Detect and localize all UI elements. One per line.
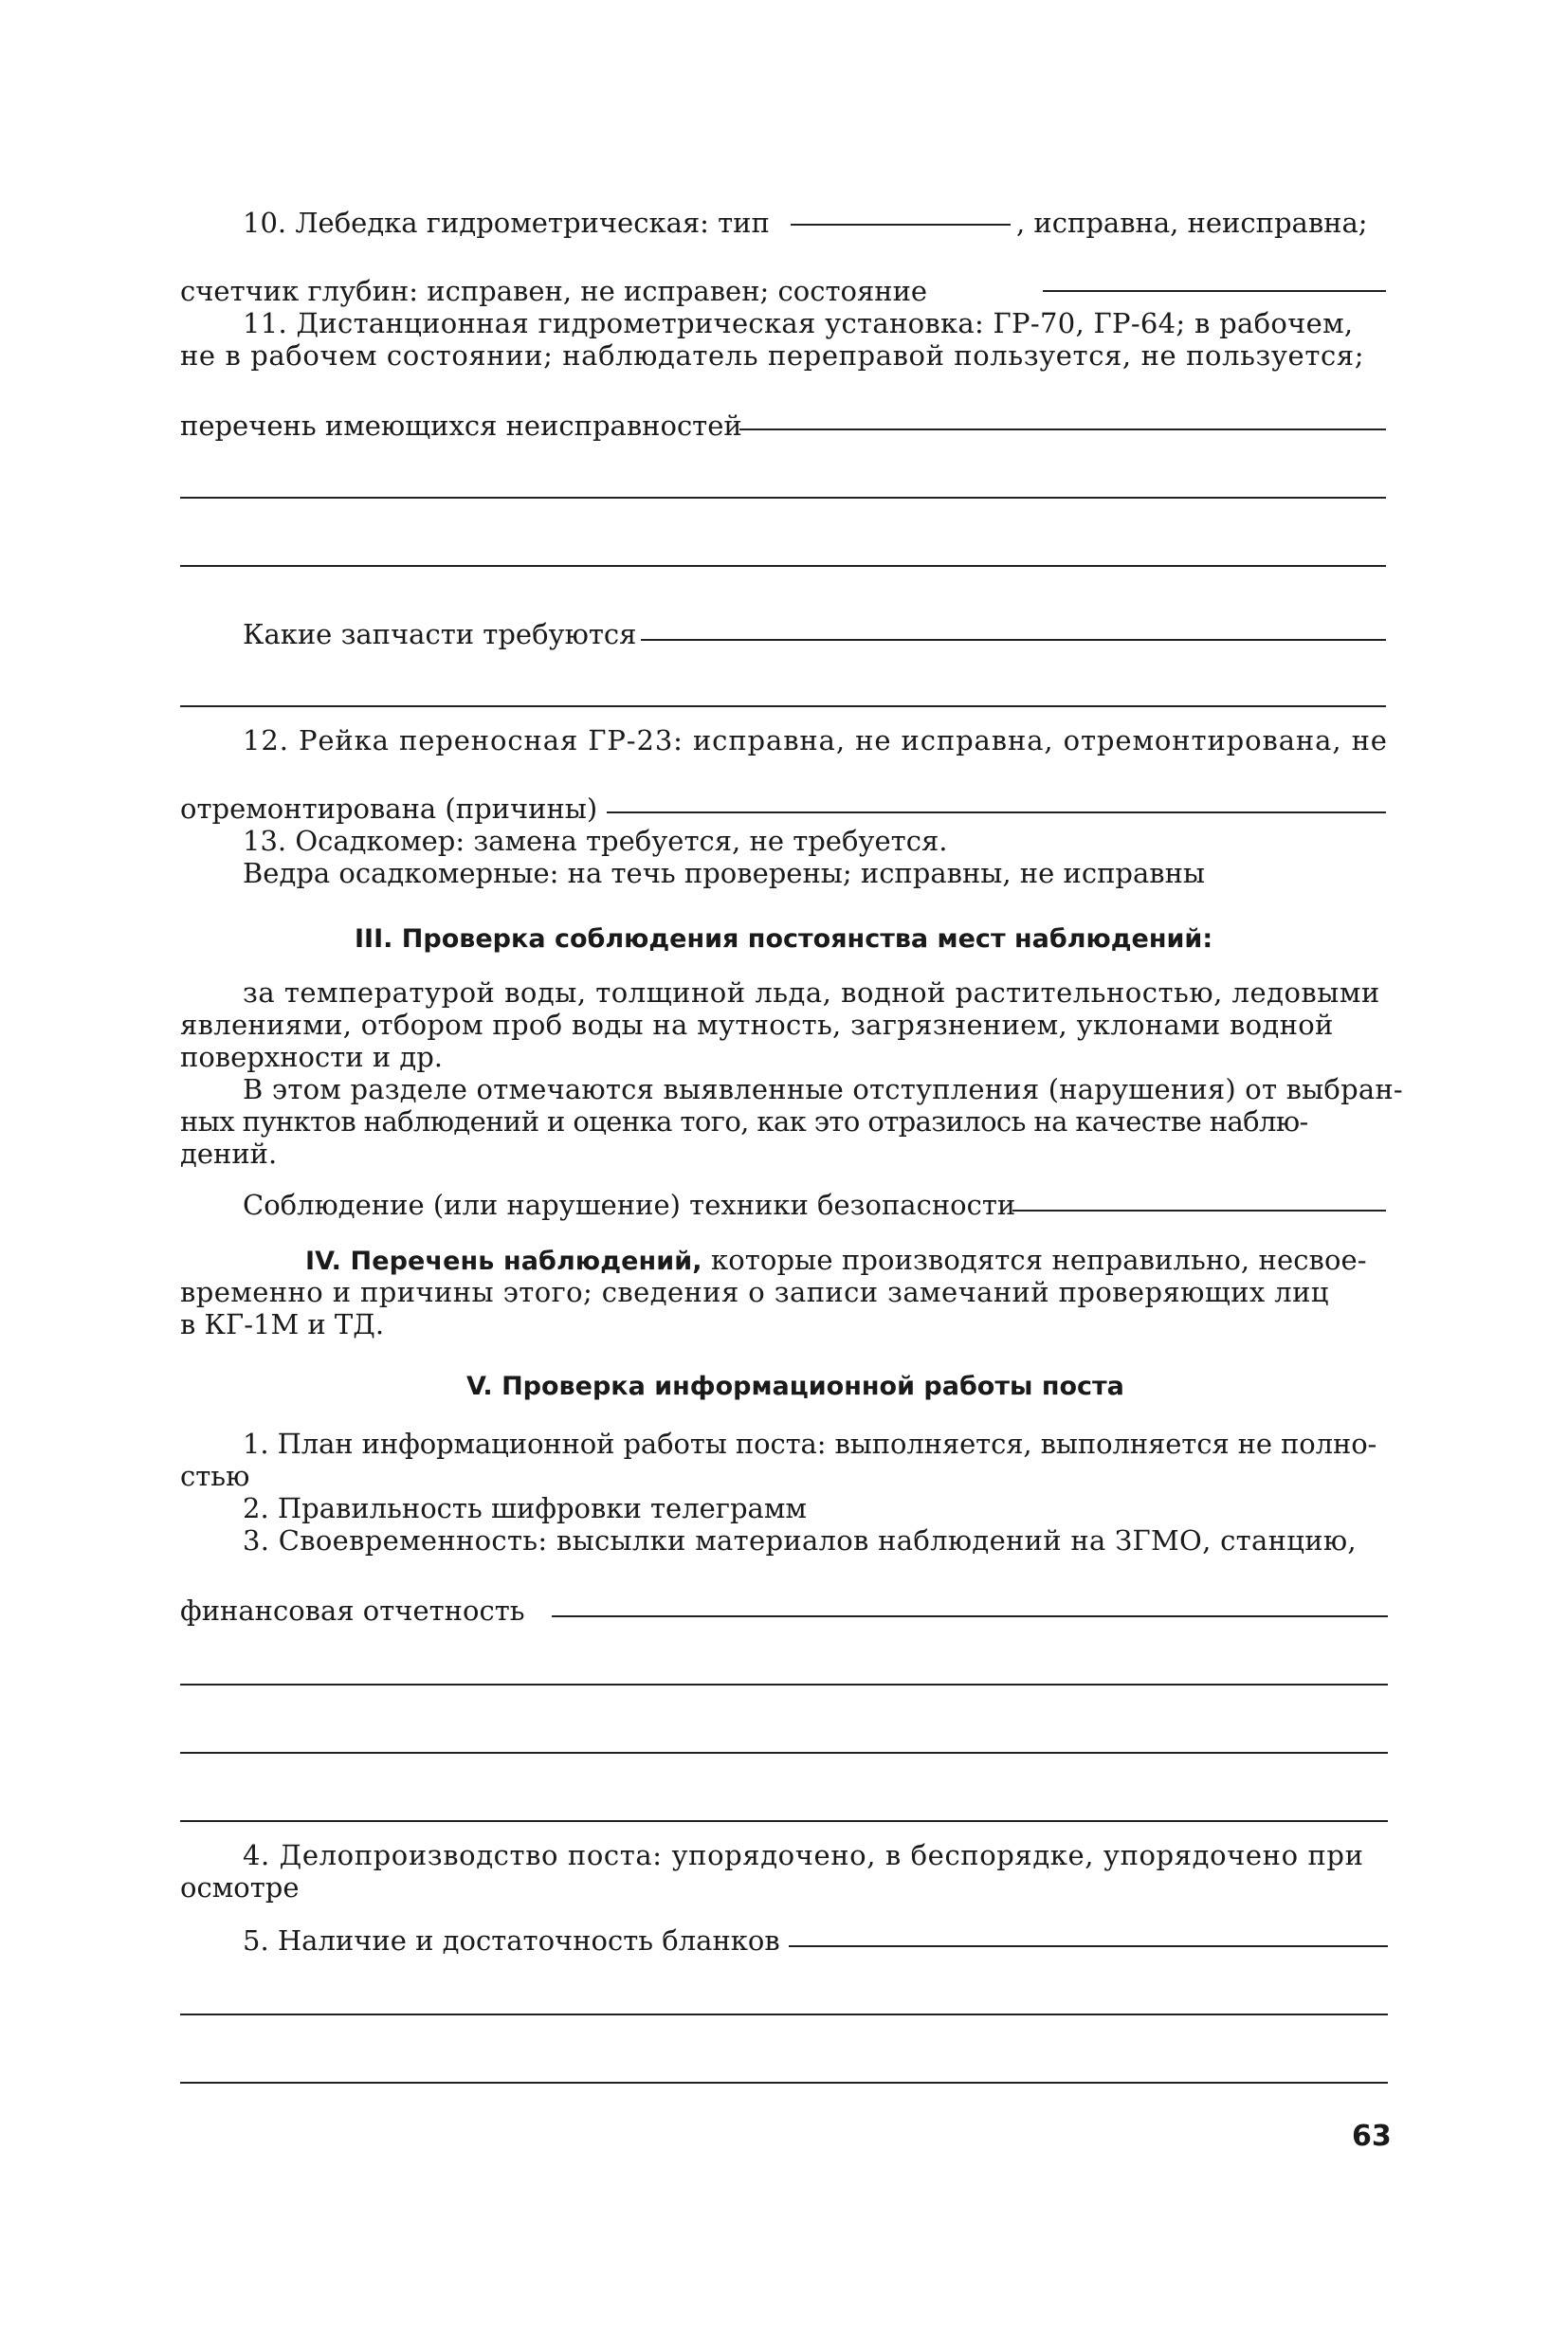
blank-line [641, 639, 1386, 641]
blank-line [552, 1615, 1388, 1617]
item11-line2: не в рабочем состоянии; наблюдатель переправой пользуется, не пользуется; [180, 339, 1365, 372]
s5-item2: 2. Правильность шифровки телеграмм [243, 1492, 807, 1524]
section-iv-rest: которые производятся неправильно, несвое- [711, 1244, 1367, 1276]
s3-p2-line2: ных пунктов наблюдений и оценка того, как это отразилось на качестве наблю- [180, 1105, 1308, 1138]
blank-line [1012, 1210, 1386, 1212]
section-v-heading: V. Проверка информационной работы поста [466, 1372, 1124, 1401]
section-iv-line2: временно и причины этого; сведения о записи замечаний проверяющих лиц [180, 1276, 1329, 1308]
s3-p1-line1: за температурой воды, толщиной льда, водной растительностью, ледовыми [243, 976, 1380, 1009]
blank-line [180, 497, 1386, 499]
blank-line [180, 565, 1386, 567]
spares-label: Какие запчасти требуются [243, 618, 637, 650]
section-iv-lead: IV. Перечень наблюдений, [305, 1247, 702, 1276]
s5-item1-line1: 1. План информационной работы поста: выполняется, выполняется не полно- [243, 1428, 1377, 1460]
s3-p1-line2: явлениями, отбором проб воды на мутность, загрязнением, уклонами водной [180, 1009, 1334, 1041]
s5-item4-line2: осмотре [180, 1871, 300, 1904]
item13: 13. Осадкомер: замена требуется, не требуется. [243, 825, 948, 857]
s3-p2-line3: дений. [180, 1138, 278, 1170]
item12-line2: отремонтирована (причины) [180, 793, 598, 825]
blank-line [180, 705, 1386, 707]
blank-line [607, 811, 1386, 813]
blank-line [1043, 290, 1386, 292]
blank-line [180, 1820, 1388, 1822]
section-iii-heading: III. Проверка соблюдения постоянства мест наблюдений: [355, 924, 1213, 954]
blank-line [739, 428, 1386, 430]
blank-line [180, 1752, 1388, 1754]
safety-label: Соблюдение (или нарушение) техники безопасности [243, 1189, 1016, 1221]
blank-line [789, 1945, 1388, 1947]
section-iv-line3: в КГ-1М и ТД. [180, 1308, 385, 1340]
s5-item3-line1: 3. Своевременность: высылки материалов наблюдений на ЗГМО, станцию, [243, 1524, 1357, 1557]
s5-item3-line2: финансовая отчетность [180, 1595, 525, 1627]
item10-prefix: 10. Лебедка гидрометрическая: тип [243, 207, 770, 239]
s3-p2-line1: В этом разделе отмечаются выявленные отступления (нарушения) от выбран- [243, 1073, 1403, 1105]
s5-item4-line1: 4. Делопроизводство поста: упорядочено, в беспорядке, упорядочено при [243, 1839, 1364, 1871]
blank-line [180, 2082, 1388, 2084]
item12-line1: 12. Рейка переносная ГР-23: исправна, не исправна, отремонтирована, не [243, 724, 1388, 756]
blank-line [180, 2014, 1388, 2015]
item10-suffix: , исправна, неисправна; [1016, 207, 1368, 239]
item11-line1: 11. Дистанционная гидрометрическая установка: ГР-70, ГР-64; в рабочем, [243, 307, 1354, 339]
buckets-line: Ведра осадкомерные: на течь проверены; исправны, не исправны [243, 857, 1205, 889]
blank-line [180, 1684, 1388, 1686]
item11-line3: перечень имеющихся неисправностей [180, 410, 742, 442]
item10-line2: счетчик глубин: исправен, не исправен; состояние [180, 275, 928, 307]
section-iv-line1 [305, 1244, 1367, 1278]
blank-line [791, 224, 1011, 226]
s5-item5: 5. Наличие и достаточность бланков [243, 1924, 780, 1957]
s5-item1-line2: стью [180, 1460, 250, 1492]
s3-p1-line3: поверхности и др. [180, 1041, 444, 1073]
page-number: 63 [1352, 2120, 1392, 2153]
